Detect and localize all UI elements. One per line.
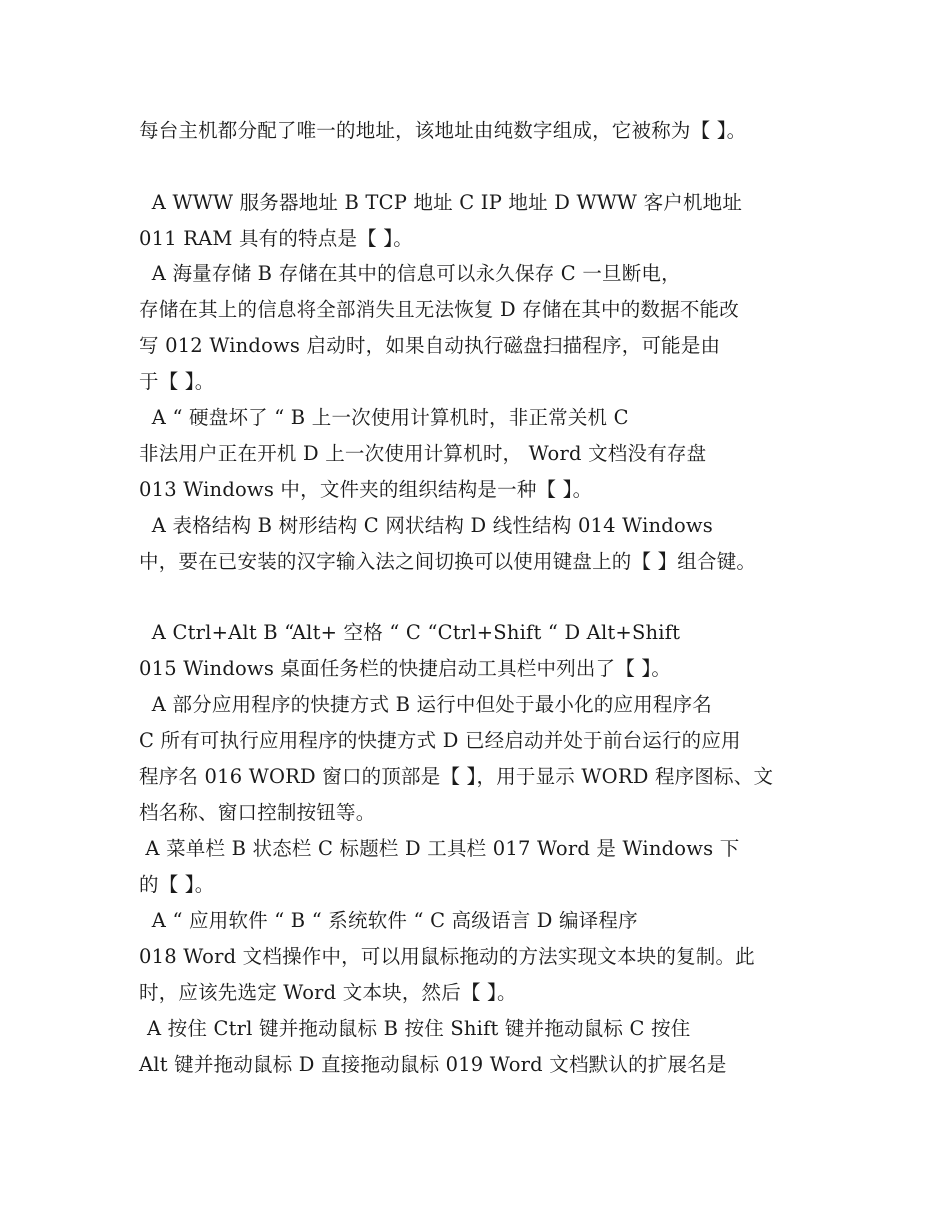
- text-line-3: 011 RAM 具有的特点是【 】。: [139, 227, 413, 250]
- text-line-1: 每台主机都分配了唯一的地址，该地址由纯数字组成，它被称为【 】。: [139, 119, 747, 142]
- text-line-10: 013 Windows 中，文件夹的组织结构是一种【 】。: [139, 478, 593, 501]
- text-line-21: A “ 应用软件 “ B “ 系统软件 “ C 高级语言 D 编译程序: [139, 909, 638, 932]
- text-line-19: A 菜单栏 B 状态栏 C 标题栏 D 工具栏 017 Word 是 Windows 下: [139, 837, 740, 860]
- text-line-4: A 海量存储 B 存储在其中的信息可以永久保存 C 一旦断电，: [139, 262, 681, 285]
- text-line-11: A 表格结构 B 树形结构 C 网状结构 D 线性结构 014 Windows: [139, 514, 713, 537]
- text-line-8: A “ 硬盘坏了 “ B 上一次使用计算机时，非正常关机 C: [139, 406, 629, 429]
- text-line-15: A 部分应用程序的快捷方式 B 运行中但处于最小化的应用程序名: [139, 693, 713, 716]
- text-line-23: 时，应该先选定 Word 文本块，然后【 】。: [139, 981, 517, 1004]
- text-line-5: 存储在其上的信息将全部消失且无法恢复 D 存储在其中的数据不能改: [139, 298, 739, 321]
- text-line-22: 018 Word 文档操作中，可以用鼠标拖动的方法实现文本块的复制。此: [139, 945, 755, 968]
- text-line-2: A WWW 服务器地址 B TCP 地址 C IP 地址 D WWW 客户机地址: [139, 191, 743, 214]
- text-line-20: 的【 】。: [139, 873, 215, 896]
- text-line-14: 015 Windows 桌面任务栏的快捷启动工具栏中列出了【 】。: [139, 657, 672, 680]
- text-line-13: A Ctrl+Alt B “Alt+ 空格 “ C “Ctrl+Shift “ D Alt+Shift: [139, 621, 681, 644]
- text-line-24: A 按住 Ctrl 键并拖动鼠标 B 按住 Shift 键并拖动鼠标 C 按住: [147, 1017, 691, 1040]
- text-line-18: 档名称、窗口控制按钮等。: [139, 801, 376, 824]
- text-line-6: 写 012 Windows 启动时，如果自动执行磁盘扫描程序，可能是由: [139, 334, 721, 357]
- text-line-16: C 所有可执行应用程序的快捷方式 D 已经启动并处于前台运行的应用: [139, 729, 741, 752]
- text-line-12: 中，要在已安装的汉字输入法之间切换可以使用键盘上的【 】组合键。: [139, 550, 757, 573]
- text-line-7: 于【 】。: [139, 370, 215, 393]
- text-line-25: Alt 键并拖动鼠标 D 直接拖动鼠标 019 Word 文档默认的扩展名是: [139, 1053, 727, 1076]
- text-line-17: 程序名 016 WORD 窗口的顶部是【 】，用于显示 WORD 程序图标、文: [139, 765, 774, 788]
- text-line-9: 非法用户正在开机 D 上一次使用计算机时， Word 文档没有存盘: [139, 442, 707, 465]
